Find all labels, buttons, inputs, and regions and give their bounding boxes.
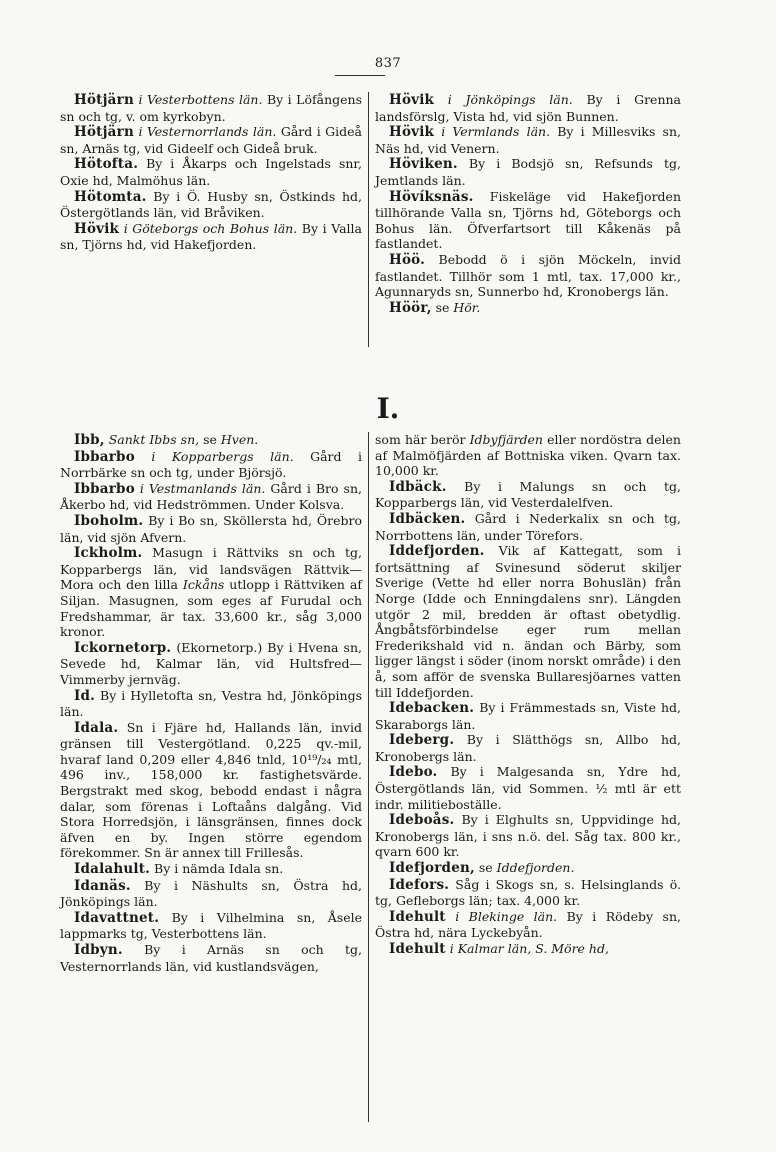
entry-headword: Ibbarbo <box>74 480 135 497</box>
entry-text: By i nämda Idala sn. <box>150 861 284 877</box>
entry-headword: Idala. <box>74 719 119 736</box>
dictionary-entry <box>375 941 681 958</box>
entry-headword: Ibb, <box>74 432 105 448</box>
dictionary-entry <box>375 877 681 909</box>
entry-text: Gård i Gideå sn, Arnäs tg, vid Gideelf och Gideå bruk. <box>60 124 363 156</box>
dictionary-entry <box>375 543 681 700</box>
entry-headword: Idehult <box>389 908 446 925</box>
page-number-rule <box>335 75 385 76</box>
entry-italic-term: Idbyfjärden <box>469 432 543 447</box>
entry-text: By i Främmestads sn, Viste hd, Skaraborgs län. <box>375 700 681 732</box>
entry-text: Gård i Norrbärke sn och tg, under Björsjö. <box>60 448 362 481</box>
dictionary-entry <box>375 156 681 188</box>
dictionary-entry <box>375 732 681 764</box>
entry-region: i Kopparbergs län. <box>151 448 294 464</box>
entry-text: se <box>199 432 221 447</box>
dictionary-entry <box>60 688 362 720</box>
dictionary-entry <box>60 942 362 974</box>
entry-headword: Hövik <box>74 220 120 237</box>
entry-region: i Blekinge län. <box>455 908 558 924</box>
entry-region: i Vermlands län. <box>441 124 551 140</box>
entry-headword: Idefjorden, <box>389 860 475 877</box>
entry-headword: Id. <box>74 687 96 704</box>
dictionary-entry <box>60 640 362 688</box>
entry-headword: Idalahult. <box>74 861 151 878</box>
entry-headword: Idehult <box>389 941 446 957</box>
entry-text: By i Löfångens sn och tg, v. om kyrkobyn. <box>60 92 362 124</box>
entry-text: By i Rödeby sn, Östra hd, nära Lyckebyån. <box>375 908 681 941</box>
dictionary-entry <box>375 812 681 860</box>
entry-headword: Idbyn. <box>74 942 123 958</box>
entry-text: By i Vilhelmina sn, Åsele lappmarks tg, Vesterbottens län. <box>60 909 362 942</box>
dictionary-entry <box>60 92 362 124</box>
dictionary-entry <box>375 764 681 812</box>
dictionary-entry <box>375 124 681 156</box>
entry-text: Sn i Fjäre hd, Hallands län, invid gränsen till Vestergötland. 0,225 qv.-mil, hvaraf land 0,209 eller 4,846 tnld, 10¹⁹/₂₄ mtl, 496 inv., 158,000 kr. fastighetsvärde. Bergstrakt med skog, bebodd endast i några dalar, som förenas i Loftaåns dalgång. Vid Stora Horredsjön, i länsgränsen, finnes dock äfven en by. Ingen större egendom förekommer. Sn är annex till Frillesås. <box>60 719 362 861</box>
column-divider-bottom <box>368 432 369 1122</box>
entry-text: By i Bo sn, Sköllersta hd, Örebro län, vid sjön Afvern. <box>60 512 362 545</box>
entry-headword: Hötjärn <box>74 92 134 108</box>
column-divider-top <box>368 92 369 347</box>
entry-headword: Hötofta. <box>74 156 139 173</box>
dictionary-entry <box>375 252 681 300</box>
entry-headword: Höör, <box>389 299 432 316</box>
entry-headword: Hötomta. <box>74 188 147 205</box>
entry-headword: Ideboås. <box>389 812 455 829</box>
entry-headword: Idanäs. <box>74 877 131 894</box>
dictionary-entry <box>60 910 362 942</box>
entry-region: i Göteborgs och Bohus län. <box>123 220 298 236</box>
entry-headword: Hövíksnäs. <box>389 188 474 205</box>
dictionary-entry <box>60 156 362 188</box>
entry-headword: Hövik <box>389 124 435 141</box>
entry-region: Sankt Ibbs sn, <box>108 432 200 447</box>
entry-region: i Kalmar län, S. Möre hd, <box>449 941 609 956</box>
entry-text: By i Grenna landsförslg, Vista hd, vid sjön Bunnen. <box>375 92 681 124</box>
dictionary-entry <box>60 124 362 156</box>
dictionary-entry <box>60 861 362 878</box>
entry-region: i Vesternorrlands län. <box>138 124 277 140</box>
column-top-right <box>375 92 681 316</box>
column-bottom-left <box>60 432 362 974</box>
dictionary-entry <box>375 300 681 317</box>
entry-text: Vik af Kattegatt, som i fortsättning af Svinesund söderut skiljer Sverige (Vette hd eller norra Bohuslän) från Norge (Idde och Enningdalens snr). Längden utgör 2 mil, bredden är oftast obetydlig. Ångbåtsförbindelse eger rum mellan Frederikshald vid n. ändan och Bärby, som ligger längst i söder (inom norskt område) i den å, som afför de svenska Bullaresjöarnes vatten till Iddefjorden. <box>375 543 681 700</box>
entry-headword: Ickholm. <box>74 545 143 562</box>
entry-text: som här berör <box>375 432 470 447</box>
entry-headword: Idbäck. <box>389 478 447 495</box>
entry-headword: Hövik <box>389 92 435 108</box>
dictionary-entry <box>375 511 681 543</box>
dictionary-entry <box>375 92 681 124</box>
dictionary-entry <box>60 221 362 253</box>
entry-text: By i Valla sn, Tjörns hd, vid Hakefjorden. <box>60 220 362 253</box>
dictionary-entry <box>60 545 362 640</box>
entry-headword: Idavattnet. <box>74 909 160 926</box>
entry-text: (Ekornetorp.) By i Hvena sn, Sevede hd, Kalmar län, vid Hultsfred—Vimmerby jernväg. <box>60 639 362 687</box>
entry-headword: Iboholm. <box>74 512 144 529</box>
dictionary-entry <box>375 860 681 877</box>
entry-text: Såg i Skogs sn, s. Helsinglands ö. tg, Gefleborgs län; tax. 4,000 kr. <box>375 876 681 909</box>
entry-headword: Idbäcken. <box>389 510 466 527</box>
section-letter: I. <box>376 392 400 425</box>
entry-headword: Ickornetorp. <box>74 639 172 656</box>
entry-text: Gård i Bro sn, Åkerbo hd, vid Hedströmmen. Under Kolsva. <box>60 480 362 513</box>
dictionary-entry <box>60 189 362 221</box>
dictionary-entry <box>60 432 362 449</box>
entry-text: By i Ö. Husby sn, Östkinds hd, Östergötlands län, vid Bråviken. <box>60 188 362 221</box>
column-top-left <box>60 92 362 253</box>
entry-headword: Idebacken. <box>389 700 475 717</box>
dictionary-entry <box>375 189 681 252</box>
entry-text: se <box>431 299 454 315</box>
entry-text: Gård i Nederkalix sn och tg, Norrbottens län, under Törefors. <box>375 510 681 543</box>
dictionary-entry <box>60 878 362 910</box>
entry-region: i Jönköpings län. <box>447 92 573 107</box>
entry-headword: Hötjärn <box>74 124 134 141</box>
entry-text: By i Bodsjö sn, Refsunds tg, Jemtlands län. <box>375 156 681 188</box>
entry-text: By i Millesviks sn, Näs hd, vid Venern. <box>375 124 681 156</box>
entry-headword: Ideberg. <box>389 732 455 749</box>
entry-region: i Vesterbottens län. <box>138 92 263 107</box>
entry-headword: Iddefjorden. <box>389 543 485 560</box>
entry-italic-term: Ickåns <box>182 577 225 593</box>
entry-text: By i Hylletofta sn, Vestra hd, Jönköpings län. <box>60 687 362 720</box>
page-number: 837 <box>374 56 402 71</box>
dictionary-entry <box>60 720 362 861</box>
entry-text: By i Malungs sn och tg, Kopparbergs län, vid Vesterdalelfven. <box>375 478 681 511</box>
entry-headword: Höviken. <box>389 156 458 173</box>
dictionary-entry <box>60 449 362 481</box>
entry-text: By i Arnäs sn och tg, Vesternorrlands län, vid kustlandsvägen, <box>60 942 362 974</box>
dictionary-entry <box>60 481 362 513</box>
entry-text: utlopp i Rättviken af Siljan. Masugnen, som eges af Furudal och Fredshammar, är tax. 33,600 kr., såg 3,000 kronor. <box>60 577 362 640</box>
entry-text: Fiskeläge vid Hakefjorden tillhörande Valla sn, Tjörns hd, Göteborgs och Bohus län. Öfverfartsort till Kåkenäs på fastlandet. <box>375 188 681 252</box>
entry-text: se <box>474 860 497 876</box>
entry-text: By i Slätthögs sn, Allbo hd, Kronobergs län. <box>375 732 681 764</box>
dictionary-entry <box>60 513 362 545</box>
dictionary-entry <box>375 909 681 941</box>
entry-text: By i Malgesanda sn, Ydre hd, Östergötlands län, vid Sommen. ½ mtl är ett indr. militieboställe. <box>375 764 681 812</box>
entry-text: By i Elghults sn, Uppvidinge hd, Kronobergs län, i sns n.ö. del. Såg tax. 800 kr., qvarn 600 kr. <box>375 812 681 860</box>
entry-headword: Idebo. <box>389 764 438 781</box>
entry-italic-ref: Hven. <box>220 432 259 447</box>
entry-headword: Idefors. <box>389 876 450 893</box>
entry-text: eller nordöstra delen af Malmöfjärden af Bottniska viken. Qvarn tax. 10,000 kr. <box>375 432 681 479</box>
entry-region: i Vestmanlands län. <box>139 480 266 496</box>
entry-headword: Höö. <box>389 251 426 268</box>
entry-italic-ref: Hör. <box>453 299 481 315</box>
dictionary-entry <box>375 432 681 479</box>
column-bottom-right <box>375 432 681 958</box>
dictionary-entry <box>375 479 681 511</box>
dictionary-entry <box>375 700 681 732</box>
entry-headword: Ibbarbo <box>74 448 135 465</box>
entry-italic-ref: Iddefjorden. <box>496 860 575 876</box>
entry-text: By i Åkarps och Ingelstads snr, Oxie hd, Malmöhus län. <box>60 156 362 188</box>
entry-text: By i Näshults sn, Östra hd, Jönköpings län. <box>60 877 362 910</box>
entry-text: Bebodd ö i sjön Möckeln, invid fastlandet. Tillhör som 1 mtl, tax. 17,000 kr., Agunnaryds sn, Sunnerbo hd, Kronobergs län. <box>375 251 681 300</box>
entry-text: Masugn i Rättviks sn och tg, Kopparbergs län, vid landsvägen Rättvik—Mora och den lilla <box>60 545 362 593</box>
